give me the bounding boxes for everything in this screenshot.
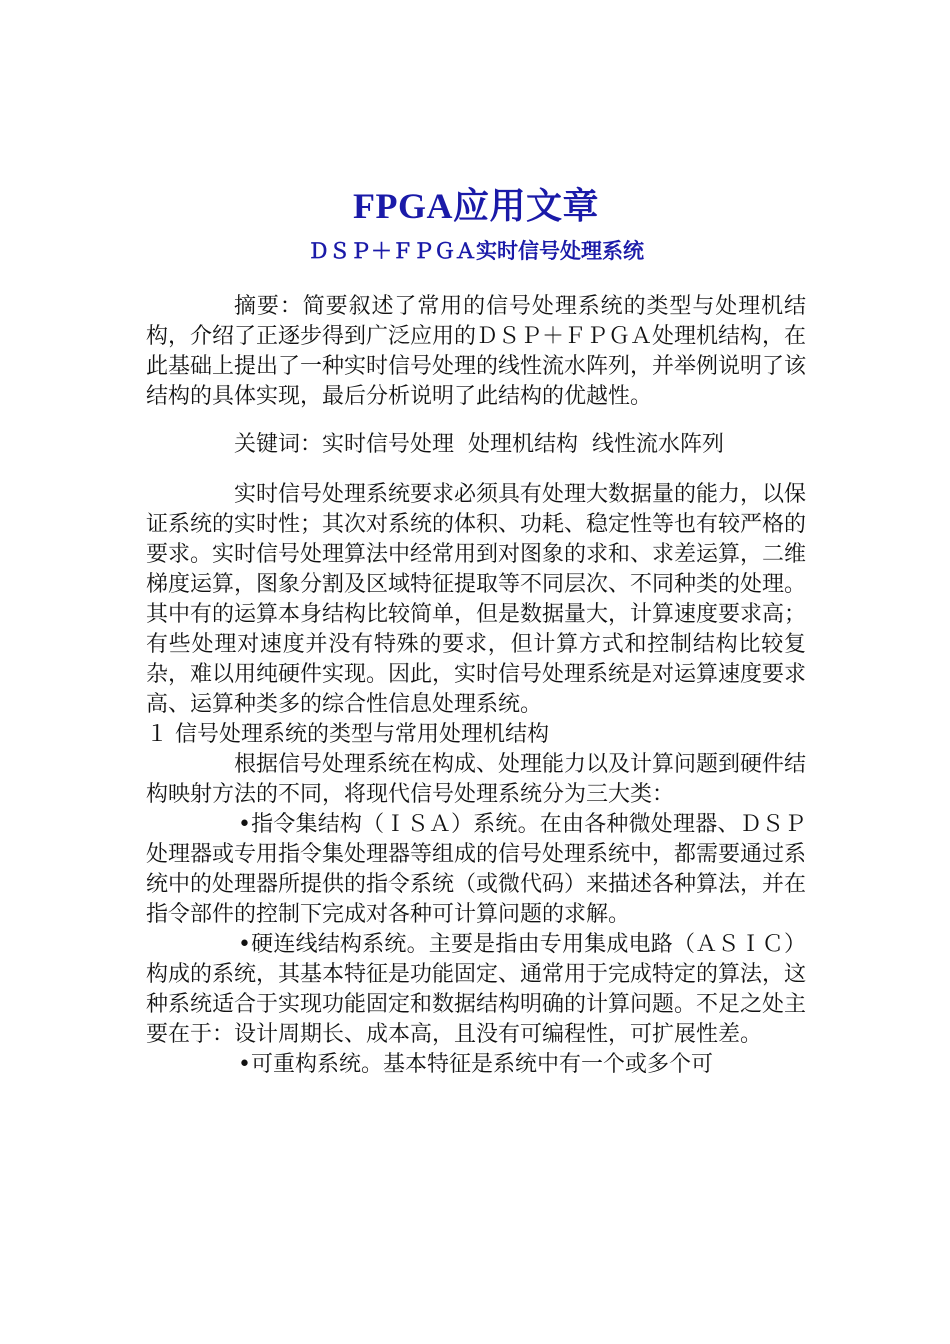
section-intro-paragraph: 根据信号处理系统在构成、处理能力以及计算问题到硬件结构映射方法的不同，将现代信号处理系统分为三大类： (146, 752, 807, 807)
keywords-paragraph: 关键词：实时信号处理 处理机结构 线性流水阵列 (234, 432, 724, 457)
intro-paragraph: 实时信号处理系统要求必须具有处理大数据量的能力，以保证系统的实时性；其次对系统的体积、功耗、稳定性等也有较严格的要求。实时信号处理算法中经常用到对图象的求和、求差运算，二维梯度运算，图象分割及区域特征提取等不同层次、不同种类的处理。其中有的运算本身结构比较简单，但是数据量大，计算速度要求高；有些处理对速度并没有特殊的要求，但计算方式和控制结构比较复杂，难以用纯硬件实现。因此，实时信号处理系统是对运算速度要求高、运算种类多的综合性信息处理系统。 (146, 482, 807, 717)
bullet-reconfigurable: •可重构系统。基本特征是系统中有一个或多个可 (238, 1052, 713, 1077)
abstract-paragraph: 摘要：简要叙述了常用的信号处理系统的类型与处理机结构，介绍了正逐步得到广泛应用的ＤＳＰ＋ＦＰＧＡ处理机结构，在此基础上提出了一种实时信号处理的线性流水阵列，并举例说明了该结构的具体实现，最后分析说明了此结构的优越性。 (146, 294, 807, 409)
page-title: FPGA应用文章 (353, 186, 599, 226)
section-heading: １ 信号处理系统的类型与常用处理机结构 (146, 722, 549, 747)
bullet-hardwired: •硬连线结构系统。主要是指由专用集成电路（ＡＳＩＣ）构成的系统，其基本特征是功能固定、通常用于完成特定的算法，这种系统适合于实现功能固定和数据结构明确的计算问题。不足之处主要在于：设计周期长、成本高，且没有可编程性，可扩展性差。 (146, 932, 807, 1047)
document-page (146, 180, 806, 1080)
bullet-isa: •指令集结构（ＩＳＡ）系统。在由各种微处理器、ＤＳＰ处理器或专用指令集处理器等组成的信号处理系统中，都需要通过系统中的处理器所提供的指令系统（或微代码）来描述各种算法，并在指令部件的控制下完成对各种可计算问题的求解。 (146, 812, 807, 927)
article-subtitle: ＤＳＰ＋ＦＰＧＡ实时信号处理系统 (308, 239, 644, 263)
